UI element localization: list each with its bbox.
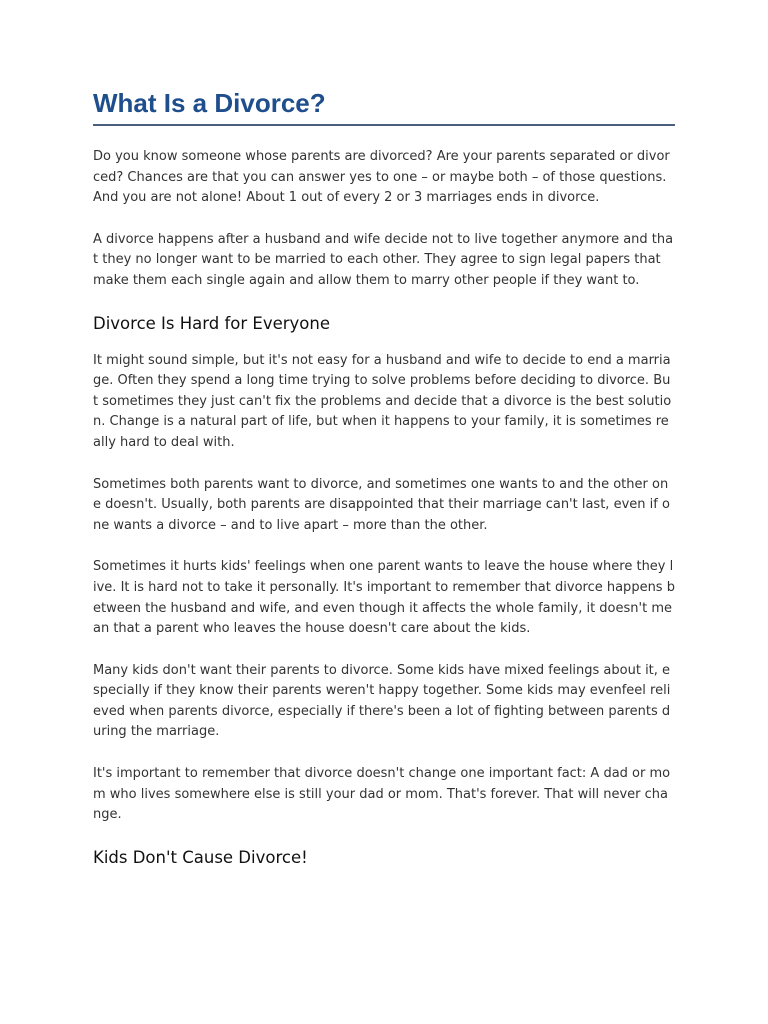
title-divider	[93, 124, 675, 126]
paragraph-hurts-feelings: Sometimes it hurts kids' feelings when one parent wants to leave the house where they live. It is hard not to take it personally. It's important to remember that divorce happens between the husband and wife, and even though it affects the whole family, it doesn't mean that a parent who leaves the house doesn't care about the kids.	[93, 559, 675, 637]
paragraph-definition: A divorce happens after a husband and wife decide not to live together anymore and that they no longer want to be married to each other. They agree to sign legal papers that make them each single again and allow them to marry other people if they want to.	[93, 231, 674, 288]
paragraph-intro: Do you know someone whose parents are divorced? Are your parents separated or divorced? Chances are that you can answer yes to one – or maybe both – of those questions. And you are not alone! About 1 out of every 2 or 3 marriages ends in divorce.	[93, 149, 670, 206]
section-heading-hard: Divorce Is Hard for Everyone	[93, 313, 331, 333]
section-heading-kids: Kids Don't Cause Divorce!	[93, 847, 308, 867]
paragraph-mixed-feelings: Many kids don't want their parents to divorce. Some kids have mixed feelings about it, especially if they know their parents weren't happy together. Some kids may evenfeel relieved when parents divorce, especially if there's been a lot of fighting between parents during the marriage.	[93, 662, 671, 740]
paragraph-both-parents: Sometimes both parents want to divorce, and sometimes one wants to and the other one doesn't. Usually, both parents are disappointed that their marriage can't last, even if one wants a divorce – and to live apart – more than the other.	[93, 476, 670, 533]
paragraph-simple: It might sound simple, but it's not easy for a husband and wife to decide to end a marriage. Often they spend a long time trying to solve problems before deciding to divorce. But sometimes they just can't fix the problems and decide that a divorce is the best solution. Change is a natural part of life, but when it happens to your family, it is sometimes really hard to deal with.	[93, 352, 672, 450]
paragraph-important-fact: It's important to remember that divorce doesn't change one important fact: A dad or mom who lives somewhere else is still your dad or mom. That's forever. That will never change.	[93, 766, 671, 823]
document-page	[93, 88, 675, 885]
page-title: What Is a Divorce?	[93, 88, 326, 118]
